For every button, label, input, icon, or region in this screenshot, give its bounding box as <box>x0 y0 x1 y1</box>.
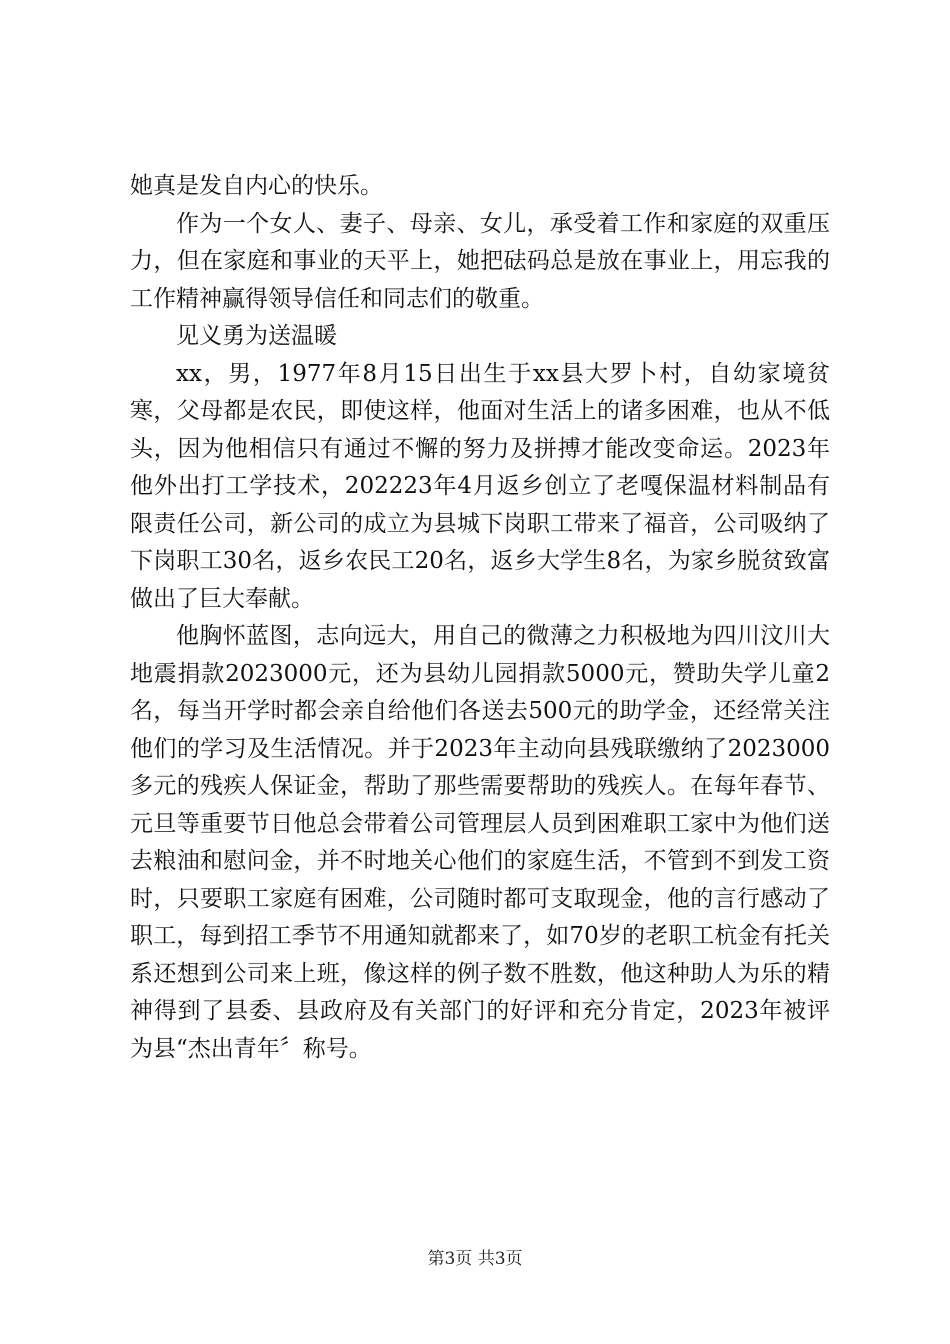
section-heading: 见义勇为送温暖 <box>176 323 337 349</box>
page-footer: 第3页 共3页 <box>427 1249 523 1269</box>
paragraph-2: 作为一个女人、妻子、母亲、女儿，承受着工作和家庭的双重压力，但在家庭和事业的天平上，她把砝码总是放在事业上，用忘我的工作精神赢得领导信任和同志们的敬重。 <box>130 210 830 312</box>
paragraph-1: 她真是发自内心的快乐。 <box>130 173 383 199</box>
paragraph-4: 他胸怀蓝图，志向远大，用自己的微薄之力积极地为四川汶川大地震捐款2023000元，还为县幼儿园捐款5000元，赞助失学儿童2名，每当开学时都会亲自给他们各送去500元的助学金，还经常关注他们的学习及生活情况。并于2023年主动向县残联缴纳了2023000多元的残疾人保证金，帮助了那些需要帮助的残疾人。在每年春节、元旦等重要节日他总会带着公司管理层人员到困难职工家中为他们送去粮油和慰问金，并不时地关心他们的家庭生活，不管到不到发工资时，只要职工家庭有困难，公司随时都可支取现金，他的言行感动了职工，每到招工季节不用通知就都来了，如70岁的老职工杭金有托关系还想到公司来上班，像这样的例子数不胜数，他这种助人为乐的精神得到了县委、县政府及有关部门的好评和充分肯定，2023年被评为县“杰出青年〞称号。 <box>130 623 830 1062</box>
document-body <box>130 168 830 1068</box>
paragraph-3: xx，男，1977年8月15日出生于xx县大罗卜村，自幼家境贫寒，父母都是农民，即使这样，他面对生活上的诸多困难，也从不低头，因为他相信只有通过不懈的努力及拼搏才能改变命运。2023年他外出打工学技术，202223年4月返乡创立了老嘎保温材料制品有限责任公司，新公司的成立为县城下岗职工带来了福音，公司吸纳了下岗职工30名，返乡农民工20名，返乡大学生8名，为家乡脱贫致富做出了巨大奉献。 <box>130 360 830 612</box>
